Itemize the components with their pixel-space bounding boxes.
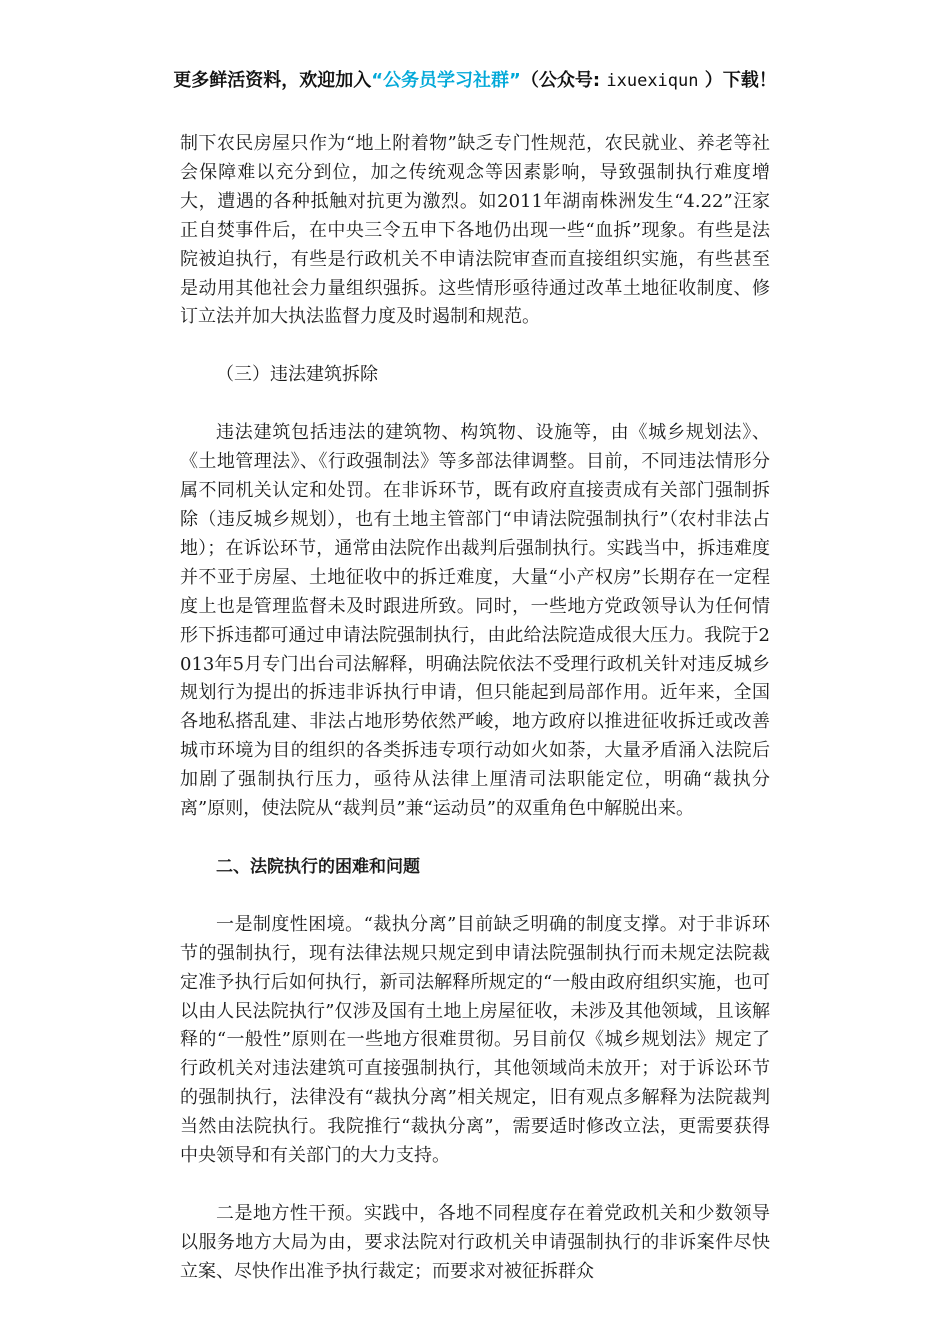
banner-account-id[interactable]: ixuexiqun xyxy=(606,71,699,91)
banner-prefix: 更多鲜活资料，欢迎加入 xyxy=(173,70,372,91)
paragraph-institutional-dilemma: 一是制度性困境。“裁执分离”目前缺乏明确的制度支撑。对于非诉环节的强制执行，现有法律法规只规定到申请法院强制执行而未规定法院裁定准予执行后如何执行，新司法解释所规定的“一般由政府组织实施，也可以由人民法院执行”仅涉及国有土地上房屋征收，未涉及其他领域，且该解释的“一般性”原则在一些地方很难贯彻。另目前仅《城乡规划法》规定了行政机关对违法建筑可直接强制执行，其他领域尚未放开；对于诉讼环节的强制执行，法律没有“裁执分离”相关规定，旧有观点多解释为法院裁判当然由法院执行。我院推行“裁执分离”，需要适时修改立法，更需要获得中央领导和有关部门的大力支持。 xyxy=(180,913,770,1167)
subsection-heading: （三）违法建筑拆除 xyxy=(216,364,378,386)
paragraph-local-interference: 二是地方性干预。实践中，各地不同程度存在着党政机关和少数领导以服务地方大局为由，要求法院对行政机关申请强制执行的非诉案件尽快立案、尽快作出准予执行裁定；而要求对被征拆群众 xyxy=(180,1203,770,1282)
download-banner xyxy=(0,66,950,92)
paragraph-illegal-buildings: 违法建筑包括违法的建筑物、构筑物、设施等，由《城乡规划法》、《土地管理法》、《行政强制法》等多部法律调整。目前，不同违法情形分属不同机关认定和处罚。在非诉环节，既有政府直接责成有关部门强制拆除（违反城乡规划），也有土地主管部门“申请法院强制执行”（农村非法占地）；在诉讼环节，通常由法院作出裁判后强制执行。实践当中，拆违难度并不亚于房屋、土地征收中的拆迁难度，大量“小产权房”长期存在一定程度上也是管理监督未及时跟进所致。同时，一些地方党政领导认为任何情形下拆违都可通过申请法院强制执行，由此给法院造成很大压力。我院于2013年5月专门出台司法解释，明确法院依法不受理行政机关针对违反城乡规划行为提出的拆违非诉执行申请，但只能起到局部作用。近年来，全国各地私搭乱建、非法占地形势依然严峻，地方政府以推进征收拆迁或改善城市环境为目的组织的各类拆违专项行动如火如荼，大量矛盾涌入法院后加剧了强制执行压力，亟待从法律上厘清司法职能定位，明确“裁执分离”原则，使法院从“裁判员”兼“运动员”的双重角色中解脱出来。 xyxy=(180,422,770,820)
banner-account-label: （公众号: xyxy=(520,70,601,91)
document-body xyxy=(180,130,770,1287)
section-heading: 二、法院执行的困难和问题 xyxy=(216,856,420,877)
banner-group-name[interactable]: “公务员学习社群” xyxy=(371,70,521,91)
banner-suffix: ）下载！ xyxy=(704,70,777,91)
paragraph-continuation: 制下农民房屋只作为“地上附着物”缺乏专门性规范，农民就业、养老等社会保障难以充分到位，加之传统观念等因素影响，导致强制执行难度增大，遭遇的各种抵触对抗更为激烈。如2011年湖南株洲发生“4.22”汪家正自焚事件后，在中央三令五申下各地仍出现一些“血拆”现象。有些是法院被迫执行，有些是行政机关不申请法院审查而直接组织实施，有些甚至是动用其他社会力量组织强拆。这些情形亟待通过改革土地征收制度、修订立法并加大执法监督力度及时遏制和规范。 xyxy=(180,133,770,328)
